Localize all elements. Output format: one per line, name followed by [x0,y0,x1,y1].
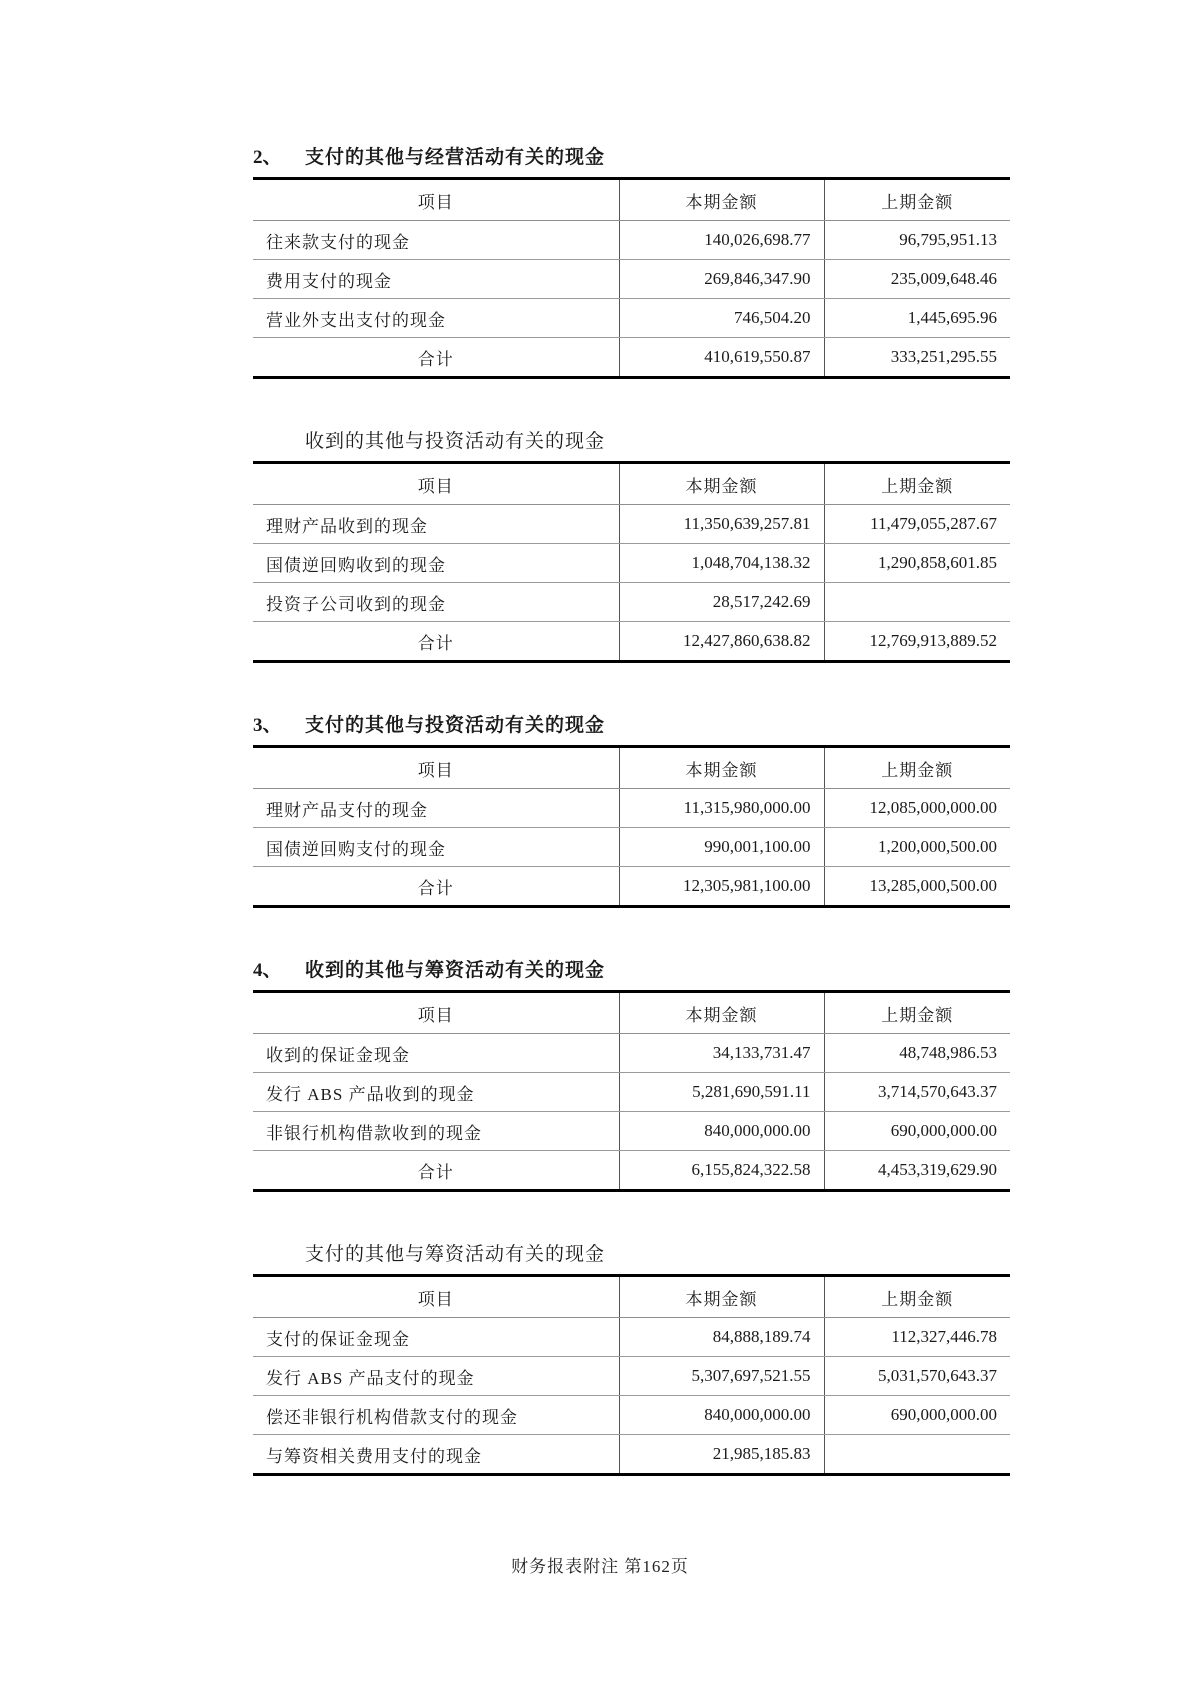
section-heading [253,713,1010,739]
total-prior-cell: 333,251,295.55 [824,338,1010,378]
financial-table [253,461,1010,663]
table-section [253,429,1010,663]
item-cell: 发行 ABS 产品收到的现金 [253,1073,619,1112]
item-cell: 营业外支出支付的现金 [253,299,619,338]
table-row [253,260,1010,299]
current-amount-cell: 840,000,000.00 [619,1396,824,1435]
item-cell: 发行 ABS 产品支付的现金 [253,1357,619,1396]
table-body [253,221,1010,378]
table-row [253,789,1010,828]
item-cell: 收到的保证金现金 [253,1034,619,1073]
table-row [253,544,1010,583]
prior-amount-cell: 5,031,570,643.37 [824,1357,1010,1396]
current-amount-cell: 990,001,100.00 [619,828,824,867]
column-header-current: 本期金额 [619,992,824,1034]
current-amount-cell: 1,048,704,138.32 [619,544,824,583]
current-amount-cell: 84,888,189.74 [619,1318,824,1357]
section-title: 支付的其他与筹资活动有关的现金 [305,1244,606,1265]
section-title: 支付的其他与投资活动有关的现金 [305,715,606,736]
item-cell: 费用支付的现金 [253,260,619,299]
column-header-prior: 上期金额 [824,179,1010,221]
section-heading [253,145,1010,171]
table-row [253,221,1010,260]
current-amount-cell: 34,133,731.47 [619,1034,824,1073]
item-cell: 理财产品支付的现金 [253,789,619,828]
total-prior-cell: 13,285,000,500.00 [824,867,1010,907]
column-header-prior: 上期金额 [824,747,1010,789]
financial-table [253,1274,1010,1476]
table-header-row [253,463,1010,505]
section-number [253,429,305,455]
item-cell: 支付的保证金现金 [253,1318,619,1357]
table-header-row [253,179,1010,221]
total-current-cell: 410,619,550.87 [619,338,824,378]
table-row [253,1357,1010,1396]
table-row [253,1034,1010,1073]
current-amount-cell: 140,026,698.77 [619,221,824,260]
prior-amount-cell: 112,327,446.78 [824,1318,1010,1357]
column-header-prior: 上期金额 [824,463,1010,505]
total-row [253,867,1010,907]
total-label-cell: 合计 [417,349,454,369]
column-header-item: 项目 [253,747,619,789]
total-label-cell: 合计 [417,878,454,898]
table-header-row [253,992,1010,1034]
column-header-prior: 上期金额 [824,1276,1010,1318]
item-cell: 偿还非银行机构借款支付的现金 [253,1396,619,1435]
section-title: 收到的其他与投资活动有关的现金 [305,431,606,452]
current-amount-cell: 5,281,690,591.11 [619,1073,824,1112]
total-row [253,1151,1010,1191]
table-row [253,1073,1010,1112]
current-amount-cell: 840,000,000.00 [619,1112,824,1151]
current-amount-cell: 11,350,639,257.81 [619,505,824,544]
prior-amount-cell: 3,714,570,643.37 [824,1073,1010,1112]
item-cell: 国债逆回购支付的现金 [253,828,619,867]
current-amount-cell: 269,846,347.90 [619,260,824,299]
prior-amount-cell [824,583,1010,622]
total-label-cell: 合计 [417,633,454,653]
total-row [253,622,1010,662]
item-cell: 理财产品收到的现金 [253,505,619,544]
total-label-cell: 合计 [417,1162,454,1182]
table-row [253,1435,1010,1475]
table-body [253,1034,1010,1191]
prior-amount-cell: 1,445,695.96 [824,299,1010,338]
section-number: 3、 [253,715,282,736]
prior-amount-cell: 1,200,000,500.00 [824,828,1010,867]
table-section [253,958,1010,1192]
table-section [253,1242,1010,1476]
table-section [253,145,1010,379]
table-section [253,713,1010,908]
total-current-cell: 12,427,860,638.82 [619,622,824,662]
table-row [253,1318,1010,1357]
table-row [253,1396,1010,1435]
section-heading [253,1242,1010,1268]
total-prior-cell: 12,769,913,889.52 [824,622,1010,662]
section-number: 2、 [253,147,282,168]
column-header-current: 本期金额 [619,747,824,789]
section-heading [253,958,1010,984]
prior-amount-cell: 12,085,000,000.00 [824,789,1010,828]
prior-amount-cell: 235,009,648.46 [824,260,1010,299]
column-header-item: 项目 [253,463,619,505]
table-row [253,583,1010,622]
prior-amount-cell: 11,479,055,287.67 [824,505,1010,544]
financial-table [253,990,1010,1192]
section-number: 4、 [253,960,282,981]
column-header-item: 项目 [253,1276,619,1318]
section-title: 支付的其他与经营活动有关的现金 [305,147,606,168]
section-number [253,1242,305,1268]
current-amount-cell: 746,504.20 [619,299,824,338]
total-row [253,338,1010,378]
column-header-current: 本期金额 [619,1276,824,1318]
column-header-item: 项目 [253,992,619,1034]
current-amount-cell: 5,307,697,521.55 [619,1357,824,1396]
column-header-current: 本期金额 [619,463,824,505]
table-row [253,299,1010,338]
financial-table [253,177,1010,379]
total-current-cell: 12,305,981,100.00 [619,867,824,907]
total-prior-cell: 4,453,319,629.90 [824,1151,1010,1191]
table-row [253,505,1010,544]
prior-amount-cell [824,1435,1010,1475]
table-row [253,828,1010,867]
column-header-current: 本期金额 [619,179,824,221]
current-amount-cell: 28,517,242.69 [619,583,824,622]
item-cell: 往来款支付的现金 [253,221,619,260]
prior-amount-cell: 48,748,986.53 [824,1034,1010,1073]
sections-container [253,145,1010,1476]
column-header-prior: 上期金额 [824,992,1010,1034]
total-current-cell: 6,155,824,322.58 [619,1151,824,1191]
table-body [253,1318,1010,1475]
prior-amount-cell: 96,795,951.13 [824,221,1010,260]
financial-table [253,745,1010,908]
table-row [253,1112,1010,1151]
item-cell: 非银行机构借款收到的现金 [253,1112,619,1151]
item-cell: 国债逆回购收到的现金 [253,544,619,583]
section-heading [253,429,1010,455]
section-title: 收到的其他与筹资活动有关的现金 [305,960,606,981]
prior-amount-cell: 1,290,858,601.85 [824,544,1010,583]
prior-amount-cell: 690,000,000.00 [824,1112,1010,1151]
current-amount-cell: 11,315,980,000.00 [619,789,824,828]
prior-amount-cell: 690,000,000.00 [824,1396,1010,1435]
table-header-row [253,747,1010,789]
current-amount-cell: 21,985,185.83 [619,1435,824,1475]
column-header-item: 项目 [253,179,619,221]
item-cell: 投资子公司收到的现金 [253,583,619,622]
page-footer: 财务报表附注 第162页 [511,1557,689,1576]
table-header-row [253,1276,1010,1318]
item-cell: 与筹资相关费用支付的现金 [266,1446,482,1466]
table-body [253,505,1010,662]
table-body [253,789,1010,907]
